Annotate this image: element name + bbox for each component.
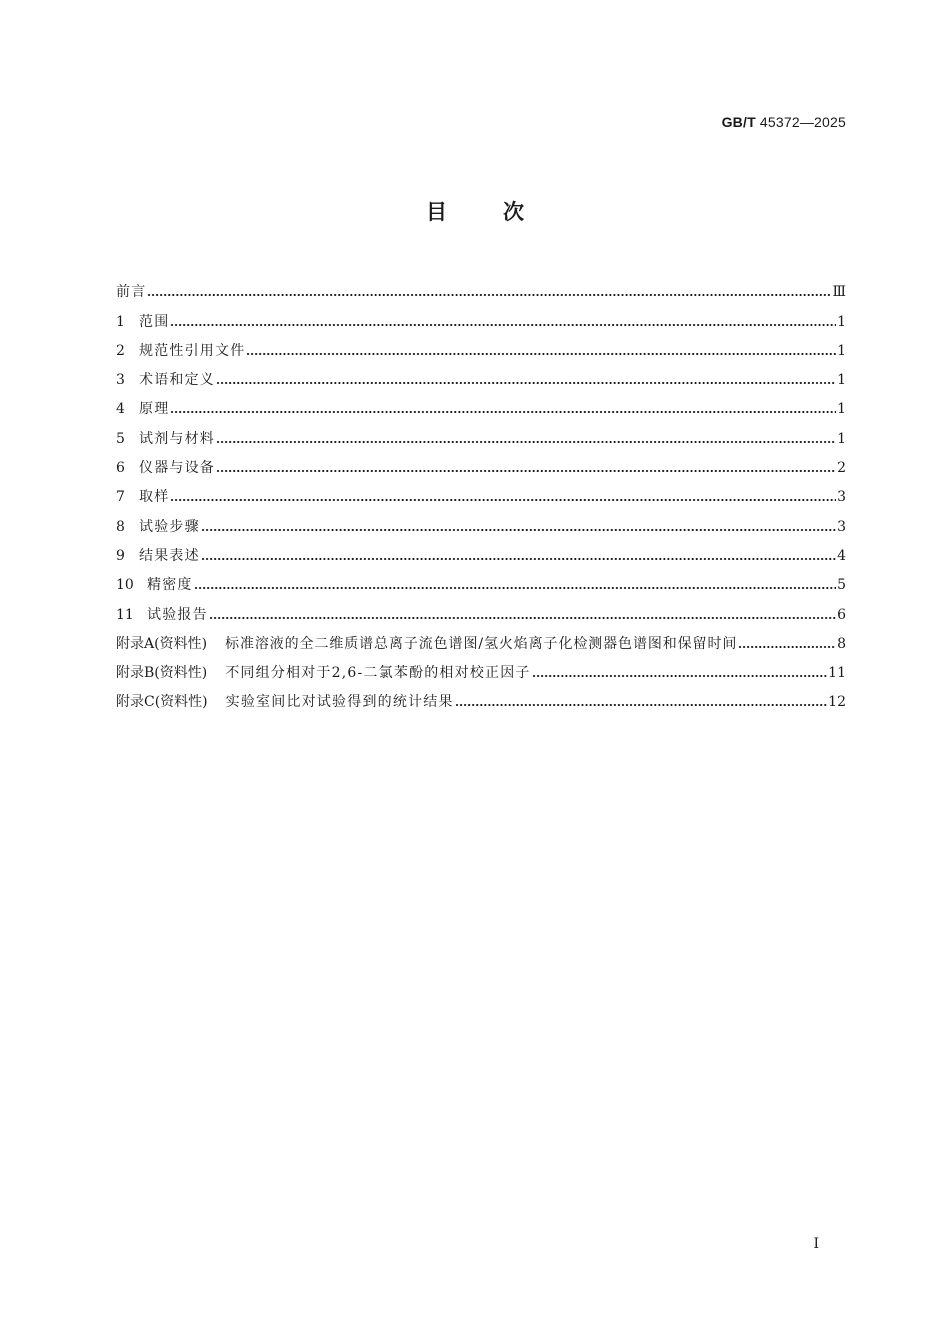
toc-entry-precision[interactable]	[116, 566, 846, 595]
dot-leader	[216, 458, 836, 478]
toc-entry-title: 试验步骤	[139, 518, 200, 535]
toc-entry-title: 标准溶液的全二维质谱总离子流色谱图/氢火焰离子化检测器色谱图和保留时间	[225, 635, 738, 652]
toc-entry-title: 规范性引用文件	[139, 342, 246, 359]
toc-entry-title: 试剂与材料	[139, 430, 215, 447]
toc-entry-title: 实验室间比对试验得到的统计结果	[225, 694, 454, 711]
toc-entry-page: 11	[828, 665, 846, 682]
toc-entry-number: 9	[116, 547, 125, 564]
toc-entry-title: 试验报告	[147, 606, 208, 623]
dot-leader	[532, 663, 828, 683]
toc-entry-title: 取样	[139, 489, 170, 506]
toc-entry-number: 11	[116, 606, 134, 623]
toc-entry-page: 5	[837, 577, 846, 594]
toc-entry-page: 1	[837, 372, 846, 389]
toc-entry-terms-definitions[interactable]	[116, 361, 846, 390]
dot-leader	[147, 282, 831, 302]
toc-entry-title: 精密度	[147, 577, 193, 594]
toc-entry-number: 附录A(资料性)	[116, 635, 208, 652]
dot-leader	[201, 546, 836, 566]
toc-entry-annex-a[interactable]	[116, 625, 846, 654]
dot-leader	[216, 370, 836, 390]
toc-entry-page: 8	[837, 635, 846, 652]
standard-code: 45372—2025	[759, 114, 846, 130]
toc-entry-number: 4	[116, 401, 125, 418]
toc-entry-page: 6	[837, 606, 846, 623]
toc-entry-sampling[interactable]	[116, 478, 846, 507]
dot-leader	[170, 312, 836, 332]
dot-leader	[246, 341, 836, 361]
toc-entry-normative-references[interactable]	[116, 332, 846, 361]
toc-entry-page: 4	[837, 547, 846, 564]
toc-entry-number: 6	[116, 460, 125, 477]
dot-leader	[455, 692, 828, 712]
toc-entry-procedure[interactable]	[116, 507, 846, 536]
toc-entry-title: 前言	[116, 284, 147, 301]
toc-title: 目次	[426, 200, 580, 224]
toc-entry-reagents-materials[interactable]	[116, 419, 846, 448]
toc-entry-number: 10	[116, 577, 134, 594]
toc-entry-expression-of-results[interactable]	[116, 537, 846, 566]
toc-entry-foreword[interactable]	[116, 273, 846, 302]
toc-entry-page: 12	[828, 694, 846, 711]
toc-entry-title: 仪器与设备	[139, 460, 215, 477]
table-of-contents	[116, 273, 846, 712]
toc-entry-number: 7	[116, 489, 125, 506]
toc-entry-number: 5	[116, 430, 125, 447]
toc-entry-page: 1	[837, 430, 846, 447]
toc-entry-number: 1	[116, 313, 125, 330]
dot-leader	[170, 399, 836, 419]
toc-entry-page: 3	[837, 518, 846, 535]
dot-leader	[738, 634, 836, 654]
standard-prefix: GB/T	[721, 114, 756, 130]
toc-entry-page: 1	[837, 313, 846, 330]
toc-entry-title: 结果表述	[139, 547, 200, 564]
dot-leader	[194, 575, 836, 595]
toc-entry-title: 原理	[139, 401, 170, 418]
toc-entry-number: 附录C(资料性)	[116, 694, 208, 711]
toc-entry-number: 2	[116, 342, 125, 359]
standard-number	[722, 114, 846, 130]
toc-entry-page: 1	[837, 401, 846, 418]
toc-entry-page: Ⅲ	[832, 284, 846, 301]
toc-entry-annex-c[interactable]	[116, 683, 846, 712]
toc-entry-test-report[interactable]	[116, 595, 846, 624]
toc-entry-page: 3	[837, 489, 846, 506]
toc-entry-principle[interactable]	[116, 390, 846, 419]
toc-entry-apparatus[interactable]	[116, 449, 846, 478]
toc-entry-scope[interactable]	[116, 302, 846, 331]
toc-entry-page: 2	[837, 460, 846, 477]
toc-entry-number: 3	[116, 372, 125, 389]
dot-leader	[209, 605, 836, 625]
toc-entry-page: 1	[837, 342, 846, 359]
toc-entry-title: 不同组分相对于2,6-二氯苯酚的相对校正因子	[225, 665, 531, 682]
toc-entry-number: 附录B(资料性)	[116, 665, 208, 682]
toc-entry-annex-b[interactable]	[116, 654, 846, 683]
dot-leader	[201, 517, 836, 537]
toc-entry-title: 范围	[139, 313, 170, 330]
toc-entry-title: 术语和定义	[139, 372, 215, 389]
dot-leader	[216, 429, 836, 449]
toc-entry-number: 8	[116, 518, 125, 535]
page-number: I	[813, 1236, 819, 1252]
dot-leader	[170, 487, 836, 507]
